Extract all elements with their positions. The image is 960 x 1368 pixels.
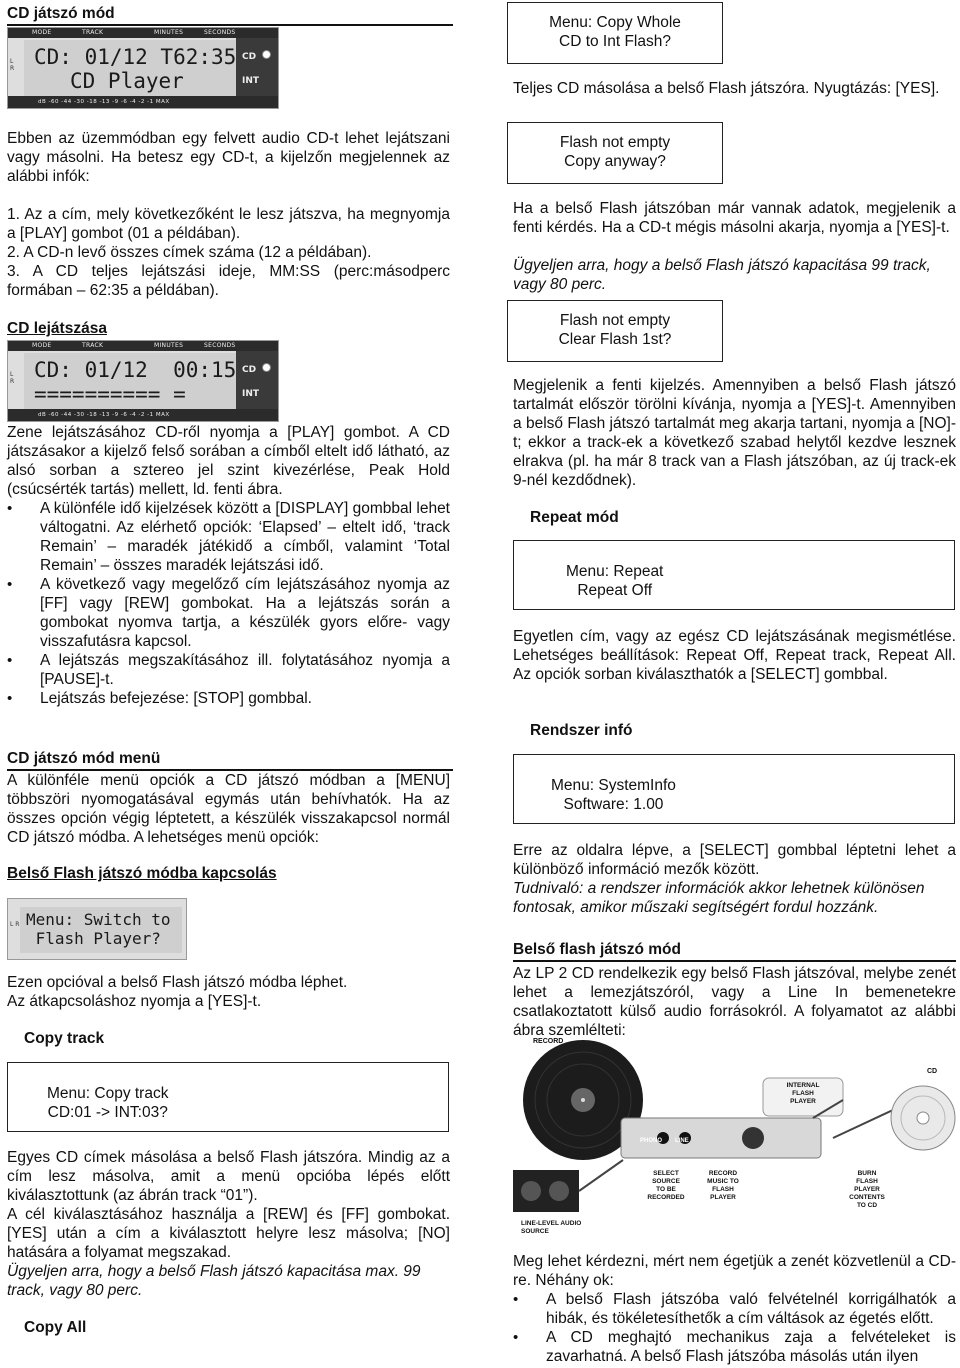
- lcd-lr-label: L R: [10, 371, 15, 385]
- heading-cd-play: CD lejátszása: [7, 320, 107, 337]
- heading-menu: CD játszó mód menü: [7, 749, 453, 771]
- lcd-line-1: CD: 01/12 00:15: [34, 358, 237, 382]
- diagram-label-burn: BURN FLASH PLAYER CONTENTS TO CD: [849, 1170, 885, 1209]
- paragraph-menu: A különféle menü opciók a CD játszó módban a [MENU] többszöri nyomogatásával egymás után behívhatók. Ha az összes opción végig léptetett, a készülék visszakapcsol normál CD játszó módba. A lehetséges menü opciók:: [7, 772, 450, 846]
- paragraph-switch-1: Ezen opcióval a belső Flash játszó módba léphet.: [7, 974, 348, 991]
- lcd-source-panel: [236, 38, 278, 96]
- message-line-2: CD:01 -> INT:03?: [47, 1104, 168, 1121]
- message-line-1: Flash not empty: [559, 312, 671, 329]
- heading-copy-track: Copy track: [24, 1030, 105, 1047]
- bullet-item: • A lejátszás megszakításához ill. folytatásához nyomja a [PAUSE]-t.: [7, 651, 450, 689]
- lcd-source-int: INT: [242, 76, 260, 86]
- paragraph-switch-2: Az átkapcsoláshoz nyomja a [YES]-t.: [7, 993, 262, 1010]
- diagram-label-internal-flash: INTERNAL FLASH PLAYER: [786, 1082, 820, 1105]
- message-line-2: Clear Flash 1st?: [558, 331, 672, 348]
- diagram-label-line: LINE: [675, 1138, 689, 1144]
- lcd-screen: [24, 40, 236, 96]
- bullet-item: • A következő vagy megelőző cím lejátszásához nyomja az [FF] vagy [REW] gombokat. Ha a lejátszás során a gombokat nyomva tartja, a készülék gyors előre- vagy visszafutásra kapcsol.: [7, 575, 450, 651]
- paragraph-not-empty-1: Ha a belső Flash játszóban már vannak adatok, megjelenik a fenti kérdés. Ha a CD-t mégis másolni akarja, nyomja a [YES]-t.: [513, 200, 956, 236]
- heading-cd-mode: CD játszó mód: [7, 4, 453, 26]
- lcd-db-scale: dB -60 -44 -30 -18 -13 -9 -6 -4 -2 -1 MAX: [8, 96, 278, 108]
- paragraph-copy-1: Egyes CD címek másolása a belső Flash játszóra. Mindig az a cím lesz másolva, amit a menü opcióba lépés előtt kiválasztottunk (az ábrán track “01”).: [7, 1149, 450, 1204]
- lcd-screen: [24, 353, 236, 409]
- bullet-list-play: [7, 499, 450, 708]
- cd-indicator-icon: [262, 50, 271, 59]
- heading-flash-switch: Belső Flash játszó módba kapcsolás: [7, 865, 277, 882]
- lcd-source-int: INT: [242, 389, 260, 399]
- lcd-line-1: CD: 01/12 T62:35: [34, 45, 237, 69]
- lcd-topbar: MODE TRACK MINUTES SECONDS: [8, 341, 278, 351]
- paragraph-play: Zene lejátszásához CD-ről nyomja a [PLAY] gombot. A CD játszásakor a kijelző felső sorában a címből eltelt idő látható, az alsó sorban a sztereo jel szint kivezérlése, Peak Hold (csúcsérték tartás) mellett, ld. fenti ábra.: [7, 424, 450, 498]
- lcd-topbar: MODE TRACK MINUTES SECONDS: [8, 28, 278, 38]
- message-line-1: Menu: Copy track: [47, 1085, 169, 1102]
- paragraph-repeat: Egyetlen cím, vagy az egész CD lejátszásának megismétlése. Lehetséges beállítások: Repeat Off, Repeat track, Repeat All. Az opciók sorban kiválaszthatók a [SELECT] gombbal.: [513, 628, 956, 683]
- message-line-2: Copy anyway?: [564, 153, 666, 170]
- list-item-1: 1. Az a cím, mely következőként le lesz játszva, ha megnyomja a [PLAY] gombot (01 a példában).: [7, 206, 450, 242]
- flow-diagram-graphics: [513, 1040, 956, 1245]
- bullet-item: • A CD meghajtó mechanikus zaja a felvételeket is zavarhatná. A belső Flash játszóba másolás után ilyen: [513, 1328, 956, 1366]
- cd-indicator-icon: [262, 363, 271, 372]
- lcd-source-cd: CD: [242, 52, 257, 62]
- message-box-copy-track: [7, 1062, 449, 1132]
- message-line-1: Menu: SystemInfo: [551, 777, 676, 794]
- diagram-label-select-source: SELECT SOURCE TO BE RECORDED: [647, 1170, 685, 1201]
- paragraph-not-empty-2: Megjelenik a fenti kijelzés. Amennyiben a belső Flash játszó tartalmát először törölni kívánja, nyomja a [YES]-t. Amennyiben a belső Flash játszó tartalmát meg akarja tartani, nyomja a [NO]-t; ekkor a track-ek a következő szabad helytől kezdve lesznek elrakva (pl. ha már 8 track van a Flash játszóban, az új track-ek 9-nél kezdődnek).: [513, 377, 956, 489]
- lcd-line-2: Flash Player?: [26, 929, 161, 948]
- message-line-2: CD to Int Flash?: [559, 33, 671, 50]
- message-line-2: Repeat Off: [577, 582, 653, 599]
- diagram-label-record-music: RECORD MUSIC TO FLASH PLAYER: [707, 1170, 739, 1201]
- bullet-item: • A belső Flash játszóba való felvételnél korrigálhatók a hibák, és tökéletesíthetők a cím váltások az égetés előtt.: [513, 1290, 956, 1328]
- message-box-repeat: [513, 540, 955, 610]
- paragraph-copy-whole: Teljes CD másolása a belső Flash játszóra. Nyugtázás: [YES].: [513, 80, 940, 97]
- message-box-flash-not-empty-clear: [507, 300, 723, 362]
- lcd-source-panel: [236, 351, 278, 409]
- paragraph-copy-3: Ügyeljen arra, hogy a belső Flash játszó kapacitása max. 99 track, vagy 80 perc.: [7, 1263, 421, 1299]
- paragraph-not-empty-1-note: Ügyeljen arra, hogy a belső Flash játszó kapacitása 99 track, vagy 80 perc.: [513, 257, 931, 293]
- lcd-level-meter: ========== =: [34, 382, 186, 406]
- diagram-label-record: RECORD: [533, 1038, 564, 1045]
- lcd-line-2: CD Player: [70, 69, 184, 93]
- lcd-source-cd: CD: [242, 365, 257, 375]
- bullet-item: • Lejátszás befejezése: [STOP] gombbal.: [7, 689, 450, 708]
- paragraph-system-info: Erre az oldalra lépve, a [SELECT] gombbal léptetni lehet a különböző információ mezők között.: [513, 842, 956, 878]
- message-box-copy-whole: [507, 2, 723, 64]
- heading-flash-mode: Belső flash játszó mód: [513, 940, 956, 962]
- message-line-2: Software: 1.00: [563, 796, 664, 813]
- message-line-1: Flash not empty: [559, 134, 671, 151]
- list-item-2: 2. A CD-n levő összes címek száma (12 a példában).: [7, 244, 372, 261]
- paragraph-flash-mode: Az LP 2 CD rendelkezik egy belső Flash játszóval, melybe zenét lehet a lemezjátszóról, vagy a Line In bemenetekre csatlakoztatott külső audio forrásokról. A folyamatot az alábbi ábra szemlélteti:: [513, 965, 956, 1039]
- paragraph-why: Meg lehet kérdezni, mért nem égetjük a zenét közvetlenül a CD-re. Néhány ok:: [513, 1253, 956, 1289]
- diagram-label-phono: PHONO: [640, 1138, 663, 1144]
- heading-system-info: Rendszer infó: [530, 722, 633, 739]
- lcd-db-scale: dB -60 -44 -30 -18 -13 -9 -6 -4 -2 -1 MAX: [8, 409, 278, 421]
- paragraph-intro: Ebben az üzemmódban egy felvett audio CD-t lehet lejátszani vagy másolni. Ha betesz egy CD-t, a kijelzőn megjelennek az alábbi infók:: [7, 130, 450, 185]
- lcd-lr-label: L R: [10, 921, 20, 928]
- message-box-system-info: [513, 754, 955, 824]
- heading-repeat: Repeat mód: [530, 509, 619, 526]
- paragraph-system-info-note: Tudnivaló: a rendszer információk akkor lehetnek különösen fontosak, amikor műszaki segítségért fordul hozzánk.: [513, 880, 925, 916]
- lcd-lr-label: L R: [10, 58, 15, 72]
- heading-copy-all: Copy All: [24, 1319, 87, 1336]
- bullet-item: • A különféle idő kijelzések között a [DISPLAY] gombbal lehet váltogatni. Az elérhető opciók: ‘Elapsed’ – eltelt idő, ‘track Remain’ – maradék játékidő a címből, valamint ‘Total Remain’ – összes maradék lejátszási idő.: [7, 499, 450, 575]
- message-box-flash-not-empty-copy: [507, 122, 723, 184]
- lcd-display-cd-player: [7, 27, 279, 109]
- bullet-list-reasons: [513, 1290, 956, 1366]
- paragraph-copy-2: A cél kiválasztásához használja a [REW] és [FF] gombokat. [YES] után a cím a kiválasztott helyre lesz másolva; [NO] hatására a folyamat megszakad.: [7, 1206, 450, 1261]
- lcd-display-switch: [7, 898, 187, 960]
- lcd-display-playing: [7, 340, 279, 422]
- diagram-label-line-source: LINE-LEVEL AUDIO SOURCE: [521, 1220, 582, 1235]
- diagram-label-cd: CD: [927, 1068, 938, 1075]
- message-line-1: Menu: Copy Whole: [549, 14, 681, 31]
- flow-diagram: [513, 1040, 956, 1245]
- message-line-1: Menu: Repeat: [566, 563, 664, 580]
- list-item-3: 3. A CD teljes lejátszási ideje, MM:SS (perc:másodperc formában – 62:35 a példában).: [7, 263, 450, 299]
- lcd-line-1: Menu: Switch to: [26, 910, 171, 929]
- lcd-screen: [20, 907, 182, 953]
